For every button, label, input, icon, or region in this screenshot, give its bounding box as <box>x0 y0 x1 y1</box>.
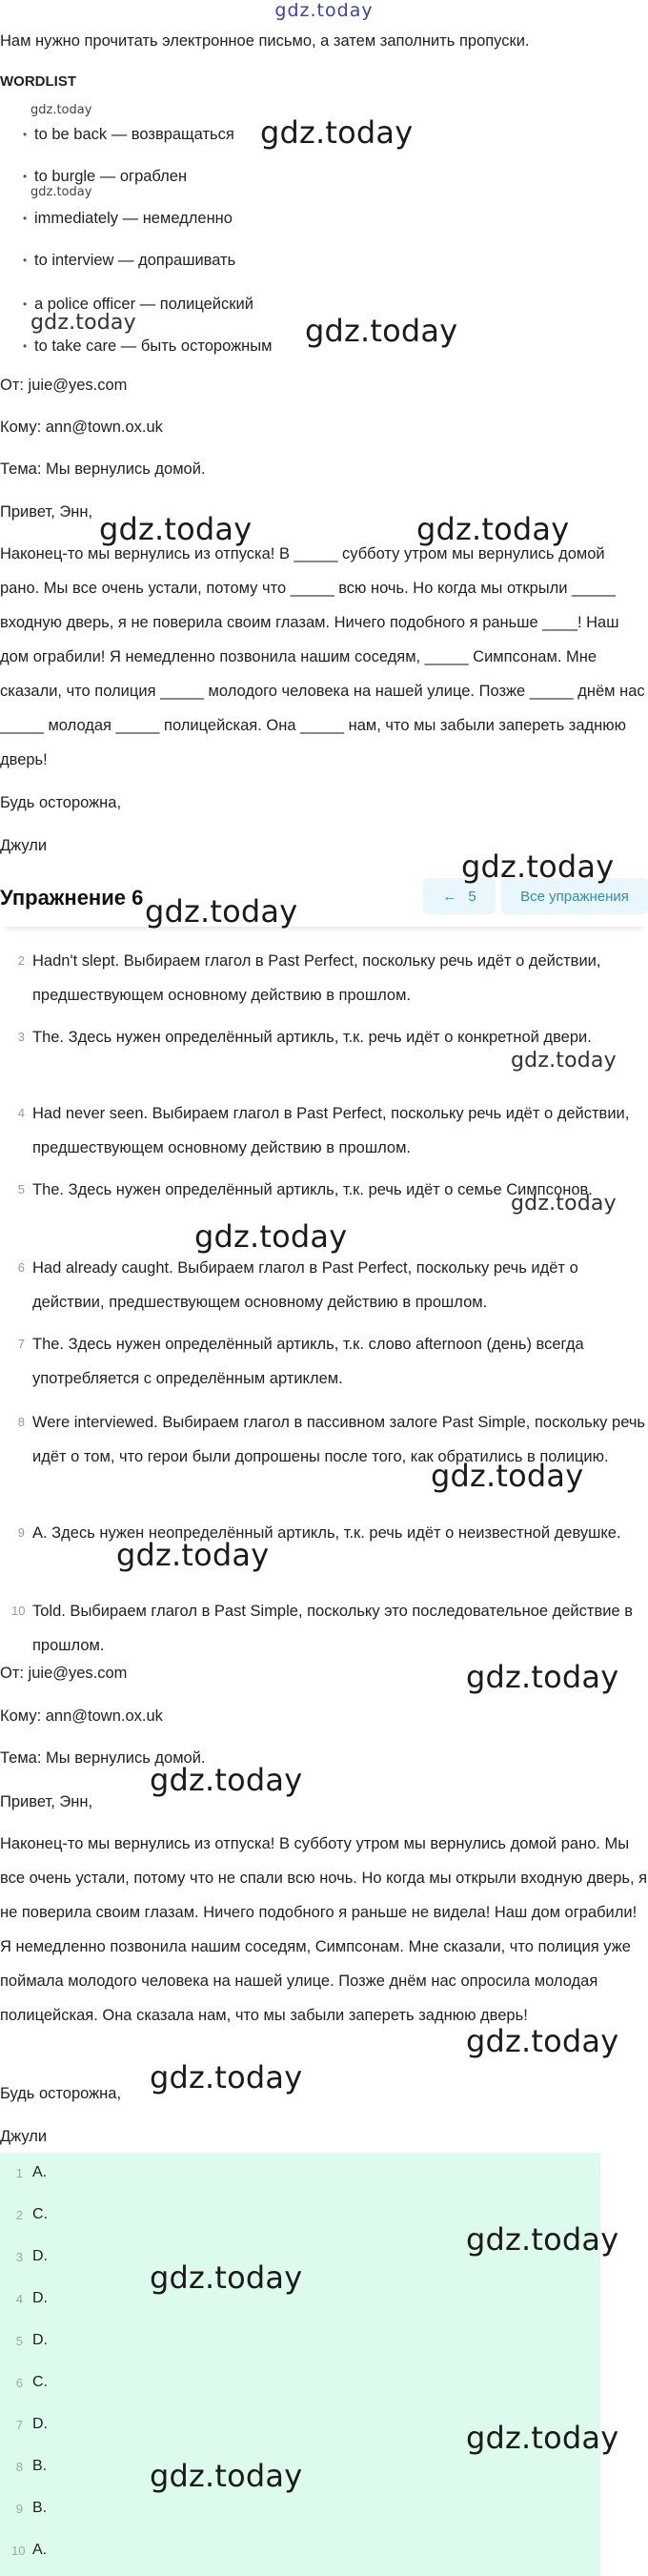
solution-text: Told. Выбираем глагол в Past Simple, поскольку это последовательное действие в прошлом. <box>32 1603 633 1654</box>
prev-exercise-label: 5 <box>468 888 476 905</box>
watermark: gdz.today <box>145 893 298 930</box>
intro-text: Нам нужно прочитать электронное письмо, а затем заполнить пропуски. <box>0 32 530 50</box>
email-greeting: Привет, Энн, <box>0 503 93 521</box>
watermark: gdz.today <box>416 511 570 547</box>
solution-text: Had never seen. Выбираем глагол в Past Perfect, поскольку речь идёт о действии, предшествующем основному действию в прошлом. <box>32 1105 630 1156</box>
watermark: gdz.today <box>511 1192 617 1216</box>
wordlist-item: • a police officer — полицейский <box>34 296 253 314</box>
email-to: Кому: ann@town.ox.uk <box>0 419 163 436</box>
watermark: gdz.today <box>116 1537 270 1573</box>
solution-number: 8 <box>17 1415 25 1429</box>
watermark: gdz.today <box>150 2059 303 2096</box>
answer-value: D. <box>32 2416 48 2432</box>
watermark: gdz.today <box>466 2023 619 2059</box>
answer-value: B. <box>32 2458 48 2474</box>
solution-text: Had already caught. Выбираем глагол в Past Perfect, поскольку речь идёт о действии, предшествующем основному действию в прошлом. <box>32 1259 578 1311</box>
answer-number: 10 <box>11 2544 26 2558</box>
answer-number: 8 <box>15 2460 23 2474</box>
answer-row <box>0 2153 600 2195</box>
solution-text: Hadn't slept. Выбираем глагол в Past Perfect, поскольку речь идёт о действии, предшествующем основному действию в прошлом. <box>32 952 601 1004</box>
answer-value: C. <box>32 2374 48 2390</box>
answer-number: 7 <box>15 2418 23 2432</box>
watermark: gdz.today <box>260 114 414 151</box>
answer-row <box>0 2530 600 2572</box>
answer-value: D. <box>32 2248 48 2264</box>
answer-email-greeting: Привет, Энн, <box>0 1793 93 1810</box>
solution-number: 4 <box>17 1106 25 1120</box>
answer-number: 2 <box>15 2208 23 2222</box>
wordlist-item: • to burgle — ограблен <box>34 168 187 186</box>
wordlist-item: • immediately — немедленно <box>34 210 233 228</box>
solution-text: The. Здесь нужен определённый артикль, т.к. речь идёт о конкретной двери. <box>32 1029 592 1046</box>
wordlist-title: WORDLIST <box>0 73 76 90</box>
answer-value: D. <box>32 2290 48 2306</box>
solution-number: 9 <box>17 1525 25 1540</box>
answer-number: 1 <box>15 2166 23 2180</box>
watermark: gdz.today <box>431 1458 584 1494</box>
email-from: От: juie@yes.com <box>0 377 128 394</box>
email-subject: Тема: Мы вернулись домой. <box>0 460 206 478</box>
watermark: gdz.today <box>150 1762 303 1798</box>
email-closing: Будь осторожна, <box>0 794 122 811</box>
answer-number: 4 <box>15 2292 23 2306</box>
answer-email-subject: Тема: Мы вернулись домой. <box>0 1749 206 1767</box>
arrow-left-icon: ← <box>442 888 457 905</box>
watermark: gdz.today <box>150 2458 303 2494</box>
answer-email-to: Кому: ann@town.ox.uk <box>0 1707 163 1725</box>
site-logo[interactable] <box>0 0 648 21</box>
watermark: gdz.today <box>461 848 615 885</box>
exercise-title: Упражнение 6 <box>0 886 144 910</box>
answer-row <box>0 2362 600 2404</box>
watermark: gdz.today <box>511 1049 617 1073</box>
answer-number: 3 <box>15 2250 23 2264</box>
watermark: gdz.today <box>30 103 92 117</box>
watermark: gdz.today <box>466 2221 619 2258</box>
solution-number: 7 <box>17 1337 25 1351</box>
watermark: gdz.today <box>30 311 136 335</box>
answer-number: 5 <box>15 2334 23 2348</box>
solution-text: Were interviewed. Выбираем глагол в пассивном залоге Past Simple, поскольку речь идёт о том, что герои были допрошены после того, как обратились в полицию. <box>32 1414 646 1465</box>
answer-row <box>0 2488 600 2530</box>
answer-email-signature: Джули <box>0 2128 48 2145</box>
all-exercises-label: Все упражнения <box>520 888 629 905</box>
watermark: gdz.today <box>305 313 458 349</box>
site-logo-text[interactable]: gdz.today <box>274 0 374 21</box>
watermark: gdz.today <box>30 185 92 199</box>
watermark: gdz.today <box>194 1218 348 1255</box>
wordlist-item: • to be back — возвращаться <box>34 126 234 144</box>
solution-number: 10 <box>11 1604 26 1618</box>
watermark: gdz.today <box>150 2259 303 2296</box>
watermark: gdz.today <box>466 1659 619 1695</box>
answer-row <box>0 2320 600 2362</box>
answer-value: A. <box>32 2542 48 2558</box>
answer-email-body: Наконец-то мы вернулись из отпуска! В субботу утром мы вернулись домой рано. Мы все очень устали, потому что не спали всю ночь. Но когда мы открыли входную дверь, я не поверила своим глазам. Ничего подобного я раньше не видела! Наш дом ограбили! Я немедленно позвонила нашим соседям, Симпсонам. Мне сказали, что полиция уже поймала молодого человека на нашей улице. Позже днём нас опросила молодая полицейская. Она сказала нам, что мы забыли запереть заднюю дверь! <box>0 1835 648 2024</box>
solution-number: 3 <box>17 1030 25 1044</box>
email-body: Наконец-то мы вернулись из отпуска! В _____ субботу утром мы вернулись домой рано. Мы все очень устали, потому что _____ всю ночь. Но когда мы открыли _____ входную дверь, я не поверила своим глазам. Ничего подобного я раньше ____! Наш дом ограбили! Я немедленно позвонила нашим соседям, _____ Симпсонам. Мне сказали, что полиция _____ молодого человека на нашей улице. Позже _____ днём нас _____ молодая _____ полицейская. Она _____ нам, что мы забыли запереть заднюю дверь! <box>0 545 645 768</box>
answer-value: C. <box>32 2206 48 2222</box>
answer-email-closing: Будь осторожна, <box>0 2085 122 2102</box>
wordlist-item: • to interview — допрашивать <box>34 252 235 270</box>
answer-value: A. <box>32 2164 48 2180</box>
wordlist-item: • to take care — быть осторожным <box>34 337 272 356</box>
solution-number: 6 <box>17 1260 25 1275</box>
answer-email-from: От: juie@yes.com <box>0 1665 128 1682</box>
answer-value: B. <box>32 2500 48 2516</box>
solution-number: 5 <box>17 1182 25 1196</box>
answer-value: D. <box>32 2332 48 2348</box>
answers-list <box>0 2153 600 2576</box>
solution-text: The. Здесь нужен определённый артикль, т.к. речь идёт о семье Симпсонов. <box>32 1181 593 1198</box>
watermark: gdz.today <box>99 511 253 547</box>
solution-text: The. Здесь нужен определённый артикль, т.к. слово afternoon (день) всегда употребляется с определённым артиклем. <box>32 1336 584 1387</box>
answer-number: 6 <box>15 2376 23 2390</box>
solution-text: A. Здесь нужен неопределённый артикль, т.к. речь идёт о неизвестной девушке. <box>32 1524 621 1542</box>
answer-number: 9 <box>15 2502 23 2516</box>
solution-number: 2 <box>17 953 25 968</box>
watermark: gdz.today <box>466 2420 619 2456</box>
email-signature: Джули <box>0 837 48 854</box>
